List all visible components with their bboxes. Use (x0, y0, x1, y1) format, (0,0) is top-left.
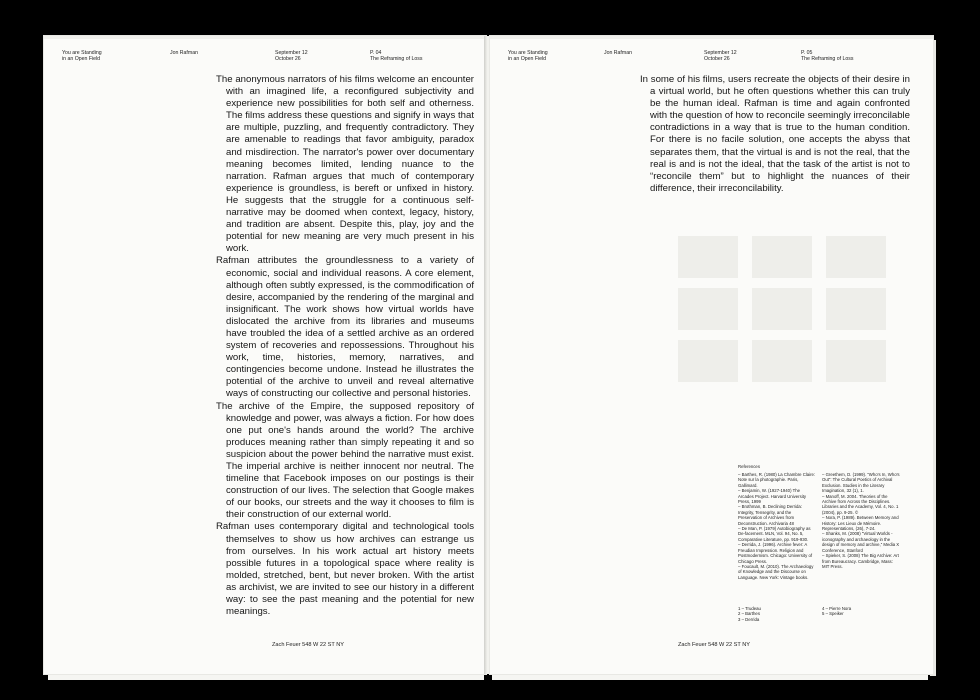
reference-entry: – Foucault, M. (2010). The Archaeology of Knowledge and the Discourse on Language. New York: Vintage books. (738, 563, 814, 580)
paragraph: The anonymous narrators of his films welcome an encounter with an imagined life, a reconfigured subjectivity and experience new possibilities for both self and otherness. The films address these questions and signify in ways that are multiple, puzzling, and frequently contradictory. They are amenable to readings that favor ambiguity, paradox and misdirection. The narrator's power over documentary meaning becomes limited, lending nuance to the narration. Rafman argues that much of contemporary experience is groundless, is bereft or unfixed in history. He suggests that the struggle for a continuous self-narrative may be doomed when context, legacy, history, and tradition are absent. Despite this, play, joy and the potential for new meaning are very much present in his work. (216, 74, 474, 255)
references-column-2 (822, 472, 900, 569)
reference-entry: – Spieker, S. (2008) The Big Archive: Art from Bureaucracy. Cambridge, Mass: MIT Press. (822, 553, 899, 569)
left-page (44, 36, 486, 674)
reference-entry: – Benjamin, W. (1927-1940) The Arcades Project. Harvard University Press, 1999 (738, 488, 807, 505)
header-title-line2: in an Open Field (62, 56, 101, 63)
showthrough-image (752, 288, 812, 330)
header-author: Jon Rafman (604, 50, 632, 56)
showthrough-image (752, 340, 812, 382)
paragraph: In some of his films, users recreate the objects of their desire in a virtual world, but he often questions whether this can truly be the human ideal. Rafman is time and again confronted with the question of how to reconcile seemingly irreconcilable contradictions in a way that is true to the human condition. For there is no facile solution, one accepts the abyss that separates them, that the virtual is and is not the real, that the real is and is not the ideal, that the task of the artist is not to “reconcile them” but to highlight the nuances of their difference, their irreconcilability. (640, 74, 910, 194)
references-heading: References (738, 464, 760, 469)
header-section: The Reframing of Loss (370, 56, 423, 63)
left-header-page (370, 50, 422, 63)
note-item: 5 – Speiker (822, 611, 844, 617)
paragraph: The archive of the Empire, the supposed repository of knowledge and power, was always a fiction. For how does one put one's hands around the world? The archive produces meaning rather than simply repeating it and so suspicion about the power behind the narrative must exist. The imperial archive is neither innocent nor neutral. The timeline that Facebook imposes on our postings is their construction of our lives. The selection that Google makes of our books, our streets and the way it chooses to film is their construction of our external world. (216, 400, 474, 521)
note-item: 4 – Pierre Nora (822, 606, 852, 611)
reference-entry: – Greethem, D. (1999). “Who's In, Who's Out”: The Cultural Poetics of Archival Exclusion. Studies in the Literary Imagination, 32 (1), 1. (822, 472, 900, 494)
showthrough-image (678, 340, 738, 382)
right-body-text (640, 74, 910, 195)
paragraph: Rafman uses contemporary digital and technological tools themselves to show us how archives can estrange us from ourselves. In his work actual art history meets possible futures in a topological space where reality is molded, stretched, bent, but never broken. With the artist as archivist, we are invited to see our history in a different way: to see the past meaning and the potential for new meanings. (216, 521, 474, 618)
right-header-author (604, 50, 632, 56)
note-item: 2 – Barthes (738, 611, 760, 617)
reference-entry: – Brothman, B. Declining Derrida: Integrity, Tensegrity, and the Preservation of Archives from Deconstruction. Archivaria 48 (738, 504, 803, 526)
right-footer-address: Zach Feuer 548 W 22 ST NY (678, 642, 751, 648)
header-date-end: October 26 (704, 56, 730, 63)
reference-entry: – Derrida, J. (1996). Archive fever: A Freudian Impression. Religion and Postmodernism. Chicago: University of Chicago Press. (738, 542, 813, 564)
reference-entry: – Manoff, M. 2004. Theories of the Archive from Across the Disciplines. Libraries and the Academy, Vol. 4, No. 1 (2004), pp. 9-25. © (822, 493, 899, 515)
header-page-number: P. 04 (370, 50, 382, 56)
left-header-dates (275, 50, 308, 63)
references-column-1 (738, 472, 816, 580)
notes-list-left (738, 606, 798, 622)
paragraph: Rafman attributes the groundlessness to a variety of economic, social and individual reasons. A core element, although often subtly expressed, is the commodification of desire, accompanied by the rendering of the marginal and insignificant. The work shows how virtual worlds have dislocated the archive from its libraries and museums have troubled the idea of a settled archive as an ordered system of recoveries and repossessions. Throughout his work, time, histories, memory, narratives, and contingencies become undone. Instead he illustrates the potential of the archive to unveil and reveal alternative ways of constructing our collective and personal histories. (216, 255, 474, 400)
header-author: Jon Rafman (170, 50, 198, 56)
reference-entry: – De Man, P. (1979) Autobiography as De-facement. MLN, Vol. 94, No. 5, Comparative Literature, pp. 919-930. (738, 526, 811, 542)
reference-entry: – Barthes, R. (1980) La Chambre Claire: Note sur la photographie. Paris, Gallimard. (738, 472, 816, 488)
showthrough-image (752, 236, 812, 278)
references-block (738, 464, 908, 634)
header-date-start: September 12 (275, 50, 308, 56)
header-date-start: September 12 (704, 50, 737, 56)
left-header-author (170, 50, 198, 56)
header-date-end: October 26 (275, 56, 301, 63)
right-header-dates (704, 50, 737, 63)
header-title-line2: in an Open Field (508, 56, 547, 63)
left-header-title (62, 50, 102, 63)
left-body-text (216, 74, 474, 618)
right-header-page (801, 50, 853, 63)
showthrough-image (826, 340, 886, 382)
header-title-line1: You are Standing (62, 50, 102, 56)
showthrough-image (826, 236, 886, 278)
left-footer-address: Zach Feuer 548 W 22 ST NY (272, 642, 345, 648)
header-page-number: P. 05 (801, 50, 813, 56)
note-item: 1 – Trudeau (738, 606, 761, 611)
showthrough-image (678, 236, 738, 278)
reference-entry: – Nora, P. (1989). Between Memory and History: Les Lieux de Mémoire. Representations, (26), 7-24. (822, 515, 899, 532)
showthrough-image (826, 288, 886, 330)
right-page (490, 36, 933, 674)
right-header-title (508, 50, 548, 63)
notes-list-right (822, 606, 882, 617)
showthrough-image (678, 288, 738, 330)
note-item: 3 – Derrida (738, 616, 760, 622)
header-title-line1: You are Standing (508, 50, 548, 56)
header-section: The Reframing of Loss (801, 56, 854, 63)
reference-entry: – Shanks, M. (2008) “Virtual Worlds - iconography and archaeology in the design of memory and archive,” Media X Conference, Stanford (822, 531, 900, 553)
